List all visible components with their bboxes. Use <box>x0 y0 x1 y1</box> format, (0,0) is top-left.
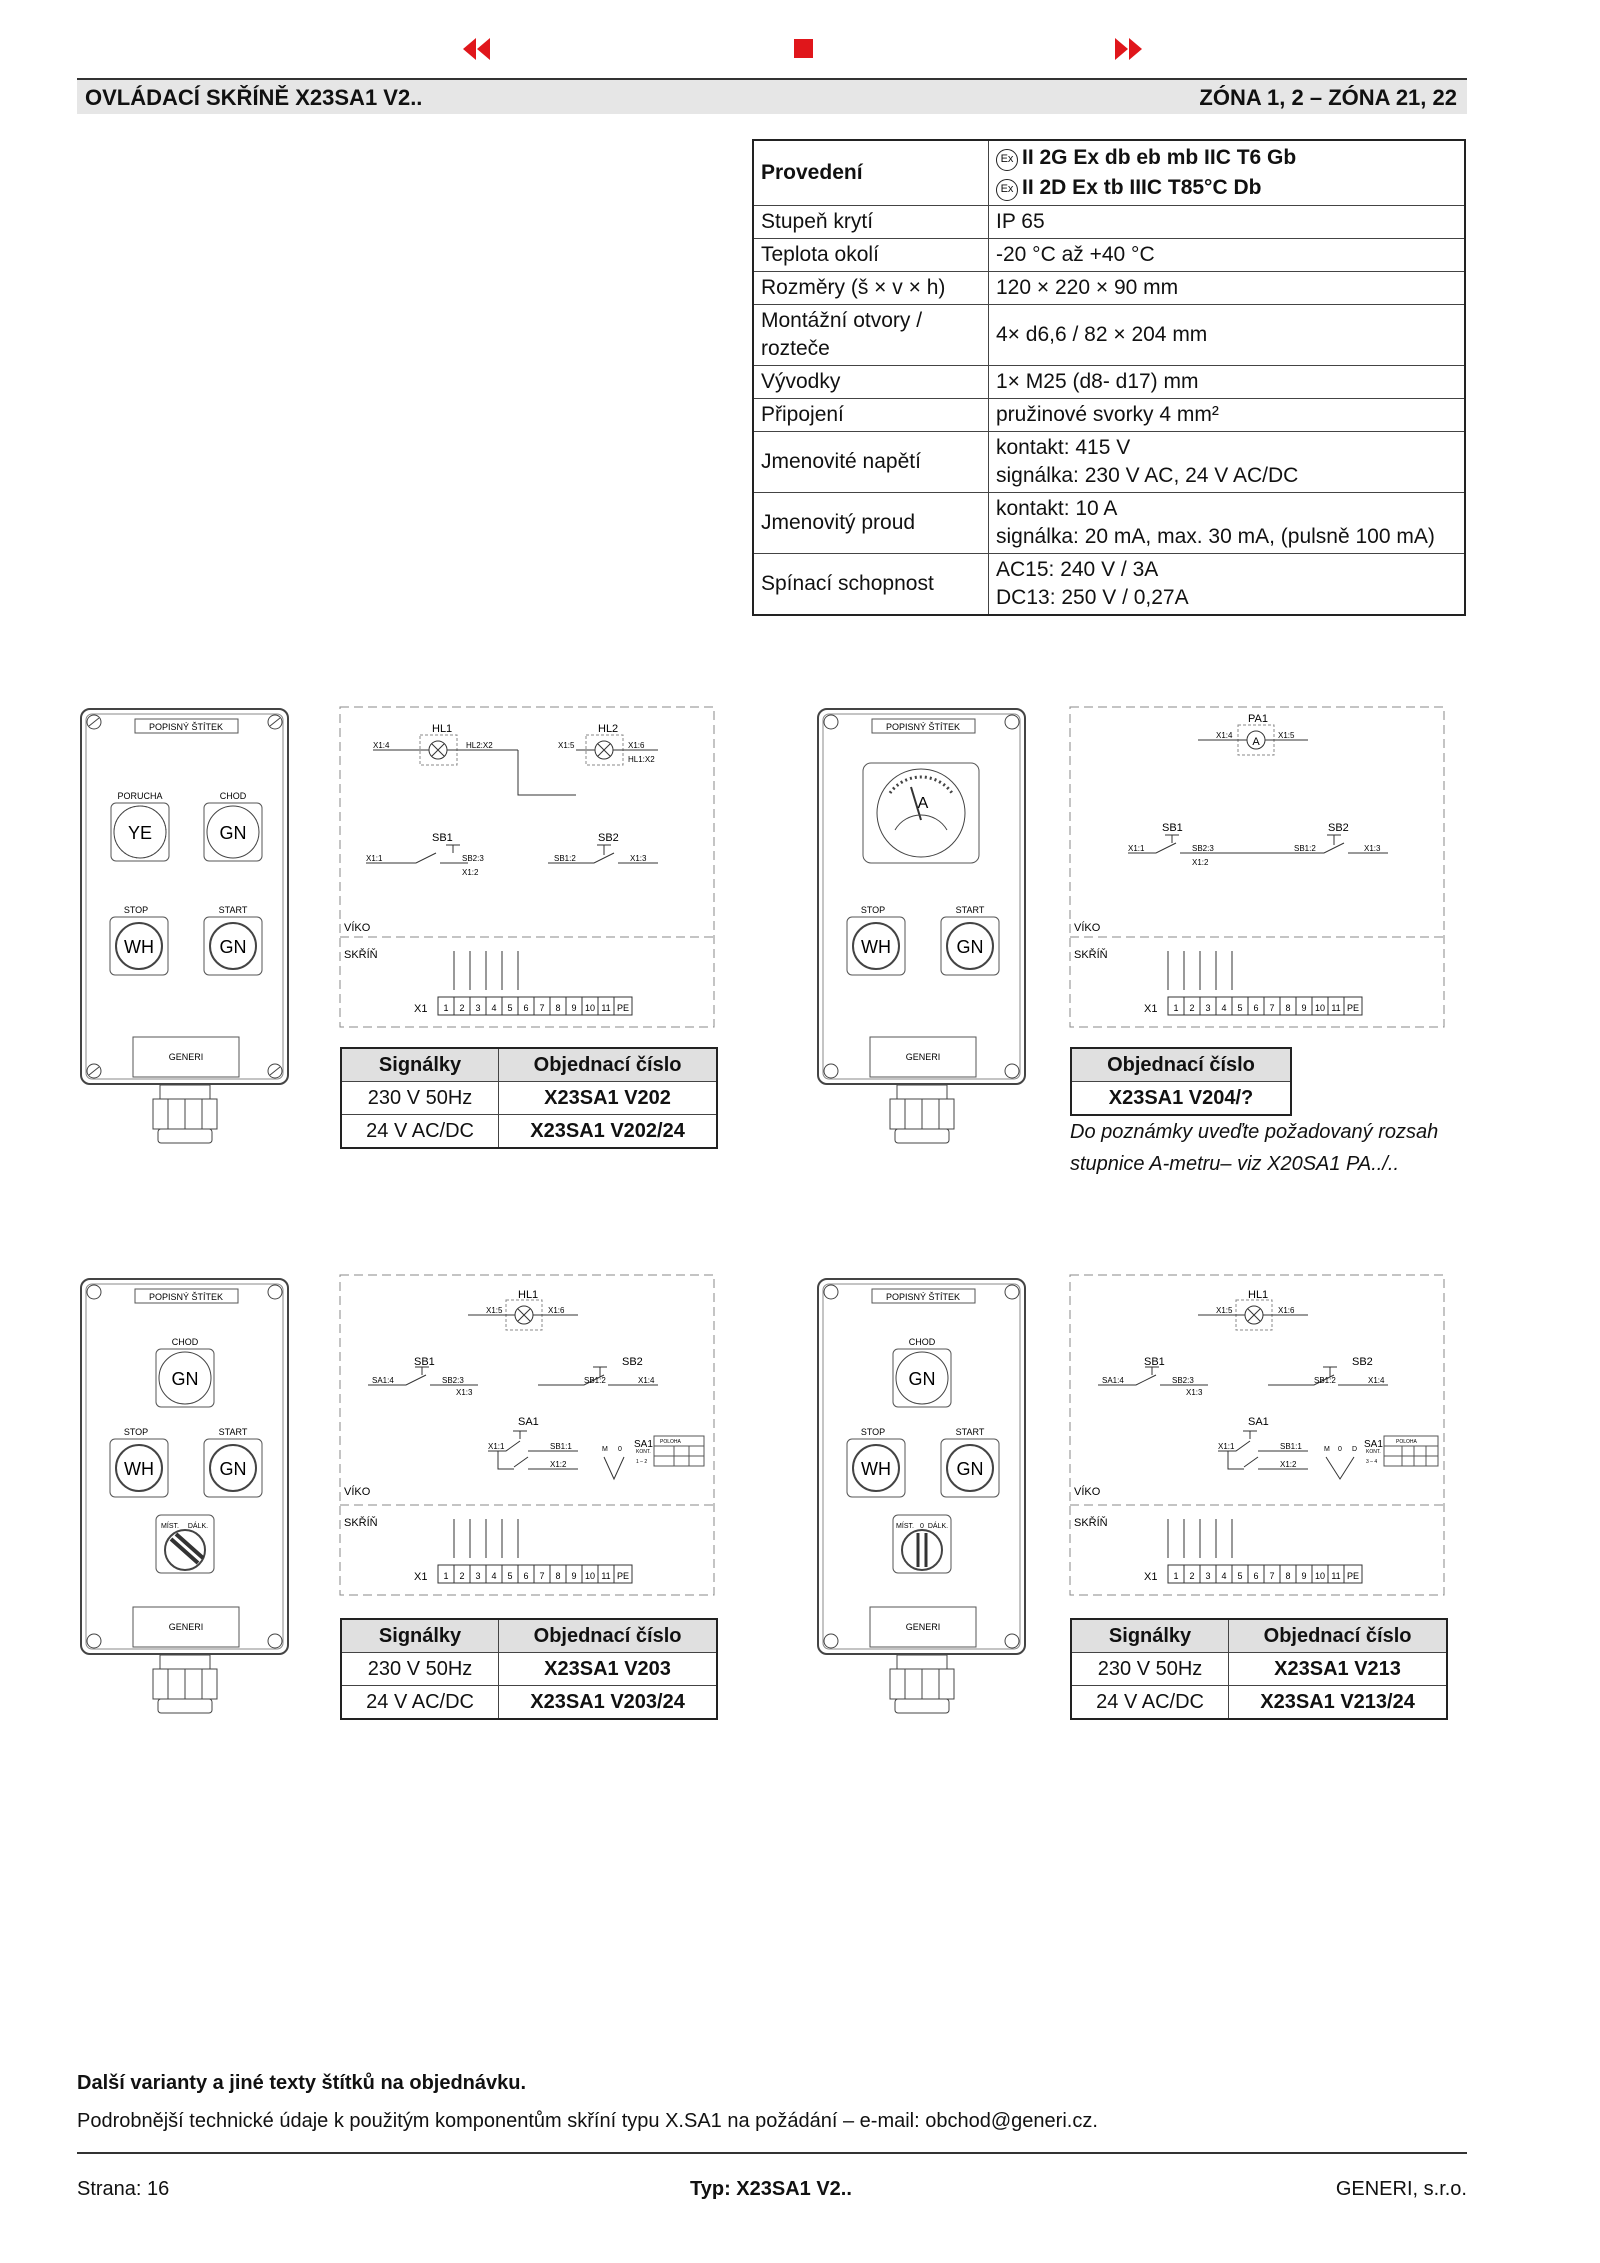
svg-text:M: M <box>1324 1446 1330 1453</box>
svg-text:PORUCHA: PORUCHA <box>117 791 163 801</box>
ex-icon: Ex <box>996 179 1018 201</box>
brand-plate: GENERI <box>168 1052 204 1062</box>
svg-text:SB2: SB2 <box>1352 1356 1373 1368</box>
svg-text:VÍKO: VÍKO <box>344 1486 371 1498</box>
svg-text:STOP: STOP <box>860 905 886 915</box>
terminal-label: 3 <box>1205 1003 1211 1013</box>
svg-text:X1:5: X1:5 <box>1216 1306 1233 1315</box>
svg-text:SA1: SA1 <box>518 1416 539 1428</box>
terminal-label: 11 <box>1331 1571 1341 1581</box>
terminal-label: 11 <box>601 1571 611 1581</box>
svg-text:X1:1: X1:1 <box>1218 1442 1235 1451</box>
svg-text:SB1:1: SB1:1 <box>1280 1442 1302 1451</box>
terminal-label: 3 <box>475 1571 481 1581</box>
svg-text:CHOD: CHOD <box>171 1337 199 1347</box>
svg-text:3 – 4: 3 – 4 <box>1366 1459 1378 1465</box>
enclosure-drawing-v203 <box>78 1275 296 1720</box>
order-table-v213: Signálky Objednací číslo 230 V 50Hz X23SA1 V213 24 V AC/DC X23SA1 V213/24 <box>1070 1618 1448 1720</box>
svg-text:SB1: SB1 <box>414 1356 435 1368</box>
svg-text:GENERI: GENERI <box>905 1052 941 1062</box>
svg-text:POLOHA: POLOHA <box>1396 1439 1417 1445</box>
svg-text:X1:2: X1:2 <box>462 868 479 877</box>
svg-text:X1:2: X1:2 <box>550 1460 567 1469</box>
terminal-label: 4 <box>1221 1003 1227 1013</box>
svg-text:A: A <box>1252 736 1260 748</box>
svg-text:START: START <box>218 905 248 915</box>
spec-row: Montážní otvory / rozteče 4× d6,6 / 82 × 204 mm <box>753 305 1465 366</box>
svg-text:X1:6: X1:6 <box>1278 1306 1295 1315</box>
terminal-label: 7 <box>1269 1571 1275 1581</box>
svg-text:DÁLK.: DÁLK. <box>927 1523 949 1530</box>
order-table-v202: Signálky Objednací číslo 230 V 50Hz X23SA1 V202 24 V AC/DC X23SA1 V202/24 <box>340 1047 718 1149</box>
stop-button[interactable] <box>792 36 814 62</box>
svg-text:GN: GN <box>956 937 984 957</box>
terminal-label: PE <box>1346 1003 1360 1013</box>
svg-text:X1:3: X1:3 <box>1186 1388 1203 1397</box>
spec-row: Jmenovité napětí kontakt: 415 V signálka: 230 V AC, 24 V AC/DC <box>753 432 1465 493</box>
ex-icon: Ex <box>996 149 1018 171</box>
svg-text:SKŘÍŇ: SKŘÍŇ <box>344 1517 378 1529</box>
svg-text:HL2:X2: HL2:X2 <box>466 741 493 750</box>
terminal-label: 6 <box>523 1003 529 1013</box>
svg-text:X1:4: X1:4 <box>373 741 390 750</box>
svg-text:GN: GN <box>219 1459 247 1479</box>
table-row: 230 V 50Hz X23SA1 V202 <box>341 1082 717 1115</box>
svg-text:VÍKO: VÍKO <box>1074 922 1101 934</box>
svg-text:HL1:X2: HL1:X2 <box>628 755 655 764</box>
indicator-ye-label: YE <box>127 823 153 843</box>
svg-text:X1:4: X1:4 <box>1368 1376 1385 1385</box>
svg-text:POPISNÝ ŠTÍTEK: POPISNÝ ŠTÍTEK <box>148 1292 224 1302</box>
svg-text:X1:1: X1:1 <box>488 1442 505 1451</box>
terminal-label: 6 <box>1253 1003 1259 1013</box>
terminal-label: 7 <box>1269 1003 1275 1013</box>
svg-text:SB2: SB2 <box>622 1356 643 1368</box>
svg-text:KONT.: KONT. <box>1366 1449 1381 1455</box>
ammeter-label: A <box>917 795 929 812</box>
terminal-label: 8 <box>555 1003 561 1013</box>
svg-text:SB1: SB1 <box>1144 1356 1165 1368</box>
spec-row: Teplota okolí -20 °C až +40 °C <box>753 239 1465 272</box>
wiring-diagram-v203 <box>338 1273 718 1603</box>
table-row: 230 V 50Hz X23SA1 V203 <box>341 1653 717 1686</box>
company-name: GENERI, s.r.o. <box>1335 2178 1467 2200</box>
terminal-label: 6 <box>1253 1571 1259 1581</box>
svg-text:STOP: STOP <box>123 905 149 915</box>
svg-text:SKŘÍŇ: SKŘÍŇ <box>1074 949 1108 961</box>
table-row: 24 V AC/DC X23SA1 V213/24 <box>1071 1686 1447 1720</box>
enclosure-drawing-v213 <box>815 1275 1033 1720</box>
terminal-label: 8 <box>1285 1571 1291 1581</box>
terminal-label: 1 <box>1173 1571 1179 1581</box>
terminal-label: 9 <box>571 1003 577 1013</box>
page-title: OVLÁDACÍ SKŘÍNĚ X23SA1 V2.. <box>85 85 423 110</box>
svg-text:MÍST.: MÍST. <box>896 1523 914 1530</box>
table-row: X23SA1 V204/? <box>1071 1082 1291 1116</box>
svg-text:X1:3: X1:3 <box>1364 844 1381 853</box>
spec-key: Provedení <box>753 140 989 206</box>
svg-text:GN: GN <box>171 1369 199 1389</box>
svg-text:VÍKO: VÍKO <box>344 922 371 934</box>
terminal-label: 10 <box>1314 1571 1326 1581</box>
svg-text:X1: X1 <box>1144 1003 1158 1015</box>
rewind-icon <box>463 38 490 60</box>
terminal-label: 5 <box>507 1571 513 1581</box>
svg-text:X1:1: X1:1 <box>366 854 383 863</box>
svg-text:POPISNÝ ŠTÍTEK: POPISNÝ ŠTÍTEK <box>885 722 961 732</box>
table-row: 24 V AC/DC X23SA1 V203/24 <box>341 1686 717 1720</box>
terminal-label: 11 <box>1331 1003 1341 1013</box>
svg-text:SA1: SA1 <box>1364 1439 1383 1450</box>
terminal-label: 8 <box>1285 1003 1291 1013</box>
terminal-label: 10 <box>1314 1003 1326 1013</box>
spec-row: Vývodky 1× M25 (d8- d17) mm <box>753 366 1465 399</box>
svg-text:X1:2: X1:2 <box>1192 858 1209 867</box>
svg-text:HL1: HL1 <box>1248 1289 1269 1301</box>
terminal-label: PE <box>1346 1571 1360 1581</box>
terminal-label: 9 <box>1301 1571 1307 1581</box>
svg-text:SB1:2: SB1:2 <box>554 854 576 863</box>
svg-text:1 – 2: 1 – 2 <box>636 1459 648 1465</box>
svg-text:KONT.: KONT. <box>636 1449 651 1455</box>
svg-text:SB1:2: SB1:2 <box>584 1376 606 1385</box>
svg-text:X1:4: X1:4 <box>1216 731 1233 740</box>
terminal-label: 1 <box>1173 1003 1179 1013</box>
svg-text:X1:5: X1:5 <box>1278 731 1295 740</box>
enclosure-drawing-v204 <box>815 705 1033 1150</box>
spec-row: Jmenovitý proud kontakt: 10 A signálka: 20 mA, max. 30 mA, (pulsně 100 mA) <box>753 493 1465 554</box>
terminal-label: 5 <box>507 1003 513 1013</box>
terminal-label: 4 <box>491 1571 497 1581</box>
zone-label: ZÓNA 1, 2 – ZÓNA 21, 22 <box>1199 85 1457 110</box>
spec-table <box>752 139 1466 616</box>
enclosure-drawing-v202 <box>78 705 296 1150</box>
svg-text:START: START <box>955 1427 985 1437</box>
terminal-label: PE <box>616 1003 630 1013</box>
svg-text:SKŘÍŇ: SKŘÍŇ <box>344 949 378 961</box>
svg-text:START: START <box>955 905 985 915</box>
terminal-label: PE <box>616 1571 630 1581</box>
spec-row: Připojení pružinové svorky 4 mm² <box>753 399 1465 432</box>
svg-text:DÁLK.: DÁLK. <box>187 1523 209 1530</box>
terminal-label: 6 <box>523 1571 529 1581</box>
terminal-label: 3 <box>1205 1571 1211 1581</box>
footer-divider <box>77 2152 1467 2154</box>
svg-text:D: D <box>1352 1446 1358 1453</box>
label-plate-text: POPISNÝ ŠTÍTEK <box>148 722 224 732</box>
svg-text:SB2:3: SB2:3 <box>462 854 484 863</box>
wiring-diagram-v202 <box>338 705 718 1035</box>
svg-text:SKŘÍŇ: SKŘÍŇ <box>1074 1517 1108 1529</box>
stop-icon <box>794 39 813 58</box>
terminal-label: 4 <box>1221 1571 1227 1581</box>
svg-text:M: M <box>602 1446 608 1453</box>
spec-row: Spínací schopnost AC15: 240 V / 3A DC13: 250 V / 0,27A <box>753 554 1465 616</box>
svg-text:STOP: STOP <box>860 1427 886 1437</box>
terminal-label: 1 <box>443 1003 449 1013</box>
svg-text:HL2: HL2 <box>598 723 619 735</box>
spec-value: Ex II 2G Ex db eb mb IIC T6 Gb Ex II 2D Ex tb IIIC T85°C Db <box>989 140 1466 206</box>
svg-text:WH: WH <box>861 1459 891 1479</box>
svg-text:0: 0 <box>618 1446 622 1453</box>
terminal-label: 9 <box>571 1571 577 1581</box>
svg-text:MÍST.: MÍST. <box>161 1523 179 1530</box>
svg-text:WH: WH <box>124 1459 154 1479</box>
svg-text:X1: X1 <box>1144 1571 1158 1583</box>
svg-text:X1:5: X1:5 <box>486 1306 503 1315</box>
wiring-diagram-v204 <box>1068 705 1448 1035</box>
table-row: 24 V AC/DC X23SA1 V202/24 <box>341 1115 717 1149</box>
svg-text:HL1: HL1 <box>518 1289 539 1301</box>
terminal-label: 10 <box>584 1571 596 1581</box>
svg-text:X1:3: X1:3 <box>630 854 647 863</box>
start-button-gn: GN <box>219 937 247 957</box>
svg-text:SB1: SB1 <box>1162 822 1183 834</box>
terminal-label: 7 <box>539 1571 545 1581</box>
svg-text:X1:3: X1:3 <box>456 1388 473 1397</box>
order-table-v203: Signálky Objednací číslo 230 V 50Hz X23SA1 V203 24 V AC/DC X23SA1 V203/24 <box>340 1618 718 1720</box>
svg-text:X1:6: X1:6 <box>628 741 645 750</box>
svg-text:VÍKO: VÍKO <box>1074 1486 1101 1498</box>
fast-forward-icon <box>1115 38 1142 60</box>
svg-text:SA1: SA1 <box>634 1439 653 1450</box>
svg-text:SB1:2: SB1:2 <box>1294 844 1316 853</box>
terminal-label: 5 <box>1237 1003 1243 1013</box>
spec-row-provedeni <box>753 140 1465 206</box>
svg-text:X1: X1 <box>414 1571 428 1583</box>
svg-text:0: 0 <box>920 1523 924 1530</box>
spec-row: Stupeň krytí IP 65 <box>753 206 1465 239</box>
terminal-label: 8 <box>555 1571 561 1581</box>
document-type: Typ: X23SA1 V2.. <box>690 2178 852 2200</box>
svg-text:SB1:2: SB1:2 <box>1314 1376 1336 1385</box>
stop-button-wh: WH <box>124 937 154 957</box>
svg-text:POLOHA: POLOHA <box>660 1439 681 1445</box>
svg-text:POPISNÝ ŠTÍTEK: POPISNÝ ŠTÍTEK <box>885 1292 961 1302</box>
svg-text:WH: WH <box>861 937 891 957</box>
terminal-label: 4 <box>491 1003 497 1013</box>
terminal-label: 5 <box>1237 1571 1243 1581</box>
terminal-label: 2 <box>1189 1571 1195 1581</box>
header-bar <box>77 78 1467 114</box>
svg-text:X1:2: X1:2 <box>1280 1460 1297 1469</box>
wiring-diagram-v213 <box>1068 1273 1448 1603</box>
terminal-label: 10 <box>584 1003 596 1013</box>
terminal-label: 11 <box>601 1003 611 1013</box>
terminal-label: 3 <box>475 1003 481 1013</box>
svg-text:SA1:4: SA1:4 <box>372 1376 394 1385</box>
indicator-gn-label: GN <box>219 823 247 843</box>
next-page-button[interactable] <box>1113 36 1143 62</box>
order-table-v204: Objednací číslo X23SA1 V204/? <box>1070 1047 1292 1116</box>
svg-text:GENERI: GENERI <box>905 1622 941 1632</box>
svg-text:SA1: SA1 <box>1248 1416 1269 1428</box>
page-number: Strana: 16 <box>77 2178 170 2200</box>
terminal-label: 2 <box>459 1003 465 1013</box>
svg-text:CHOD: CHOD <box>219 791 247 801</box>
svg-text:SB1:1: SB1:1 <box>550 1442 572 1451</box>
terminal-label: 2 <box>1189 1003 1195 1013</box>
terminal-label: 1 <box>443 1571 449 1581</box>
svg-text:HL1: HL1 <box>432 723 453 735</box>
terminal-label: 9 <box>1301 1003 1307 1013</box>
svg-text:GN: GN <box>956 1459 984 1479</box>
svg-text:SB2:3: SB2:3 <box>1172 1376 1194 1385</box>
footer-info: Podrobnější technické údaje k použitým komponentům skříní typu X.SA1 na požádání – e-mail: obchod@generi.cz. <box>77 2110 1098 2132</box>
svg-text:X1:4: X1:4 <box>638 1376 655 1385</box>
terminal-label: 7 <box>539 1003 545 1013</box>
svg-text:PA1: PA1 <box>1248 713 1268 725</box>
svg-text:SB2:3: SB2:3 <box>442 1376 464 1385</box>
svg-text:SB2: SB2 <box>1328 822 1349 834</box>
svg-text:X1:1: X1:1 <box>1128 844 1145 853</box>
note: Do poznámky uveďte požadovaný rozsah stupnice A-metru– viz X20SA1 PA../.. <box>1070 1121 1439 1175</box>
svg-text:X1:6: X1:6 <box>548 1306 565 1315</box>
spec-row: Rozměry (š × v × h) 120 × 220 × 90 mm <box>753 272 1465 305</box>
svg-text:SB2:3: SB2:3 <box>1192 844 1214 853</box>
footer-note-bold: Další varianty a jiné texty štítků na objednávku. <box>77 2072 527 2094</box>
svg-text:0: 0 <box>1338 1446 1342 1453</box>
svg-text:SA1:4: SA1:4 <box>1102 1376 1124 1385</box>
svg-text:GN: GN <box>908 1369 936 1389</box>
svg-text:SB2: SB2 <box>598 832 619 844</box>
svg-text:CHOD: CHOD <box>908 1337 936 1347</box>
svg-text:X1: X1 <box>414 1003 428 1015</box>
svg-text:GENERI: GENERI <box>168 1622 204 1632</box>
previous-page-button[interactable] <box>462 36 492 62</box>
table-row: 230 V 50Hz X23SA1 V213 <box>1071 1653 1447 1686</box>
svg-text:SB1: SB1 <box>432 832 453 844</box>
svg-text:START: START <box>218 1427 248 1437</box>
svg-text:X1:5: X1:5 <box>558 741 575 750</box>
terminal-label: 2 <box>459 1571 465 1581</box>
svg-text:STOP: STOP <box>123 1427 149 1437</box>
